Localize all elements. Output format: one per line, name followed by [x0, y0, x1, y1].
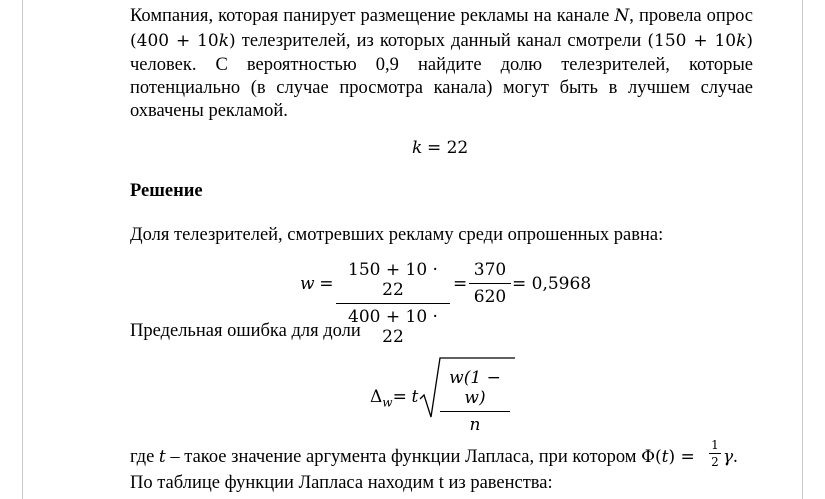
problem-line-3: человек. С вероятностью 0,9 найдите долю телезрителей, которые	[130, 55, 753, 75]
document-page: Компания, которая панирует размещение рекламы на канале N, провела опрос (400 + 10k) телезрителей, из которых данный канал смотрели (150 + 10k) человек. С вероятностью 0,9 найдите долю телезрителей, которые потенциально (в случае просмотра канала) могут быть в лучшем случае охвачены рекламой. k = 22 Решение Доля телезрителей, смотревших рекламу среди опрошенных равна: w = 150 + 10 · 22 400 + 10 · 22 = 370 620 = 0,5968 Предельная ошибка для доли $\Delta_w= t$ w(1 − w) n где t – такое значение аргумента функции Лапласа, при котором Φ(t) = 1 2 γ. По таблице функции Лапласа находим t из равенства:	[0, 0, 825, 499]
share-intro: Доля телезрителей, смотревших рекламу среди опрошенных равна:	[130, 225, 664, 245]
channel-var: N	[614, 6, 630, 26]
problem-line-1: Компания, которая панирует размещение рекламы на канале N, провела опрос	[130, 6, 754, 26]
fraction-w: 150 + 10 · 22 400 + 10 · 22	[336, 260, 450, 347]
fraction-delta: w(1 − w) n	[440, 368, 510, 435]
margin-intro: Предельная ошибка для доли	[130, 321, 361, 341]
given-k: k = 22	[412, 138, 469, 158]
fraction-half: 1 2	[709, 438, 721, 469]
table-line: По таблице функции Лапласа находим t из равенства:	[130, 473, 553, 493]
solution-heading: Решение	[130, 181, 203, 201]
page-right-edge	[802, 0, 803, 499]
page-left-edge	[22, 0, 23, 499]
problem-line-5: охвачены рекламой.	[130, 101, 288, 121]
fraction-370-620: 370 620	[469, 260, 511, 307]
laplace-line: где t – такое значение аргумента функции Лапласа, при котором Φ(t) =	[130, 447, 695, 467]
gamma: γ.	[723, 447, 738, 467]
problem-line-2: (400 + 10k) телезрителей, из которых данный канал смотрели (150 + 10k)	[130, 31, 754, 51]
problem-line-4: потенциально (в случае просмотра канала) могут быть в лучшем случае	[130, 78, 753, 98]
